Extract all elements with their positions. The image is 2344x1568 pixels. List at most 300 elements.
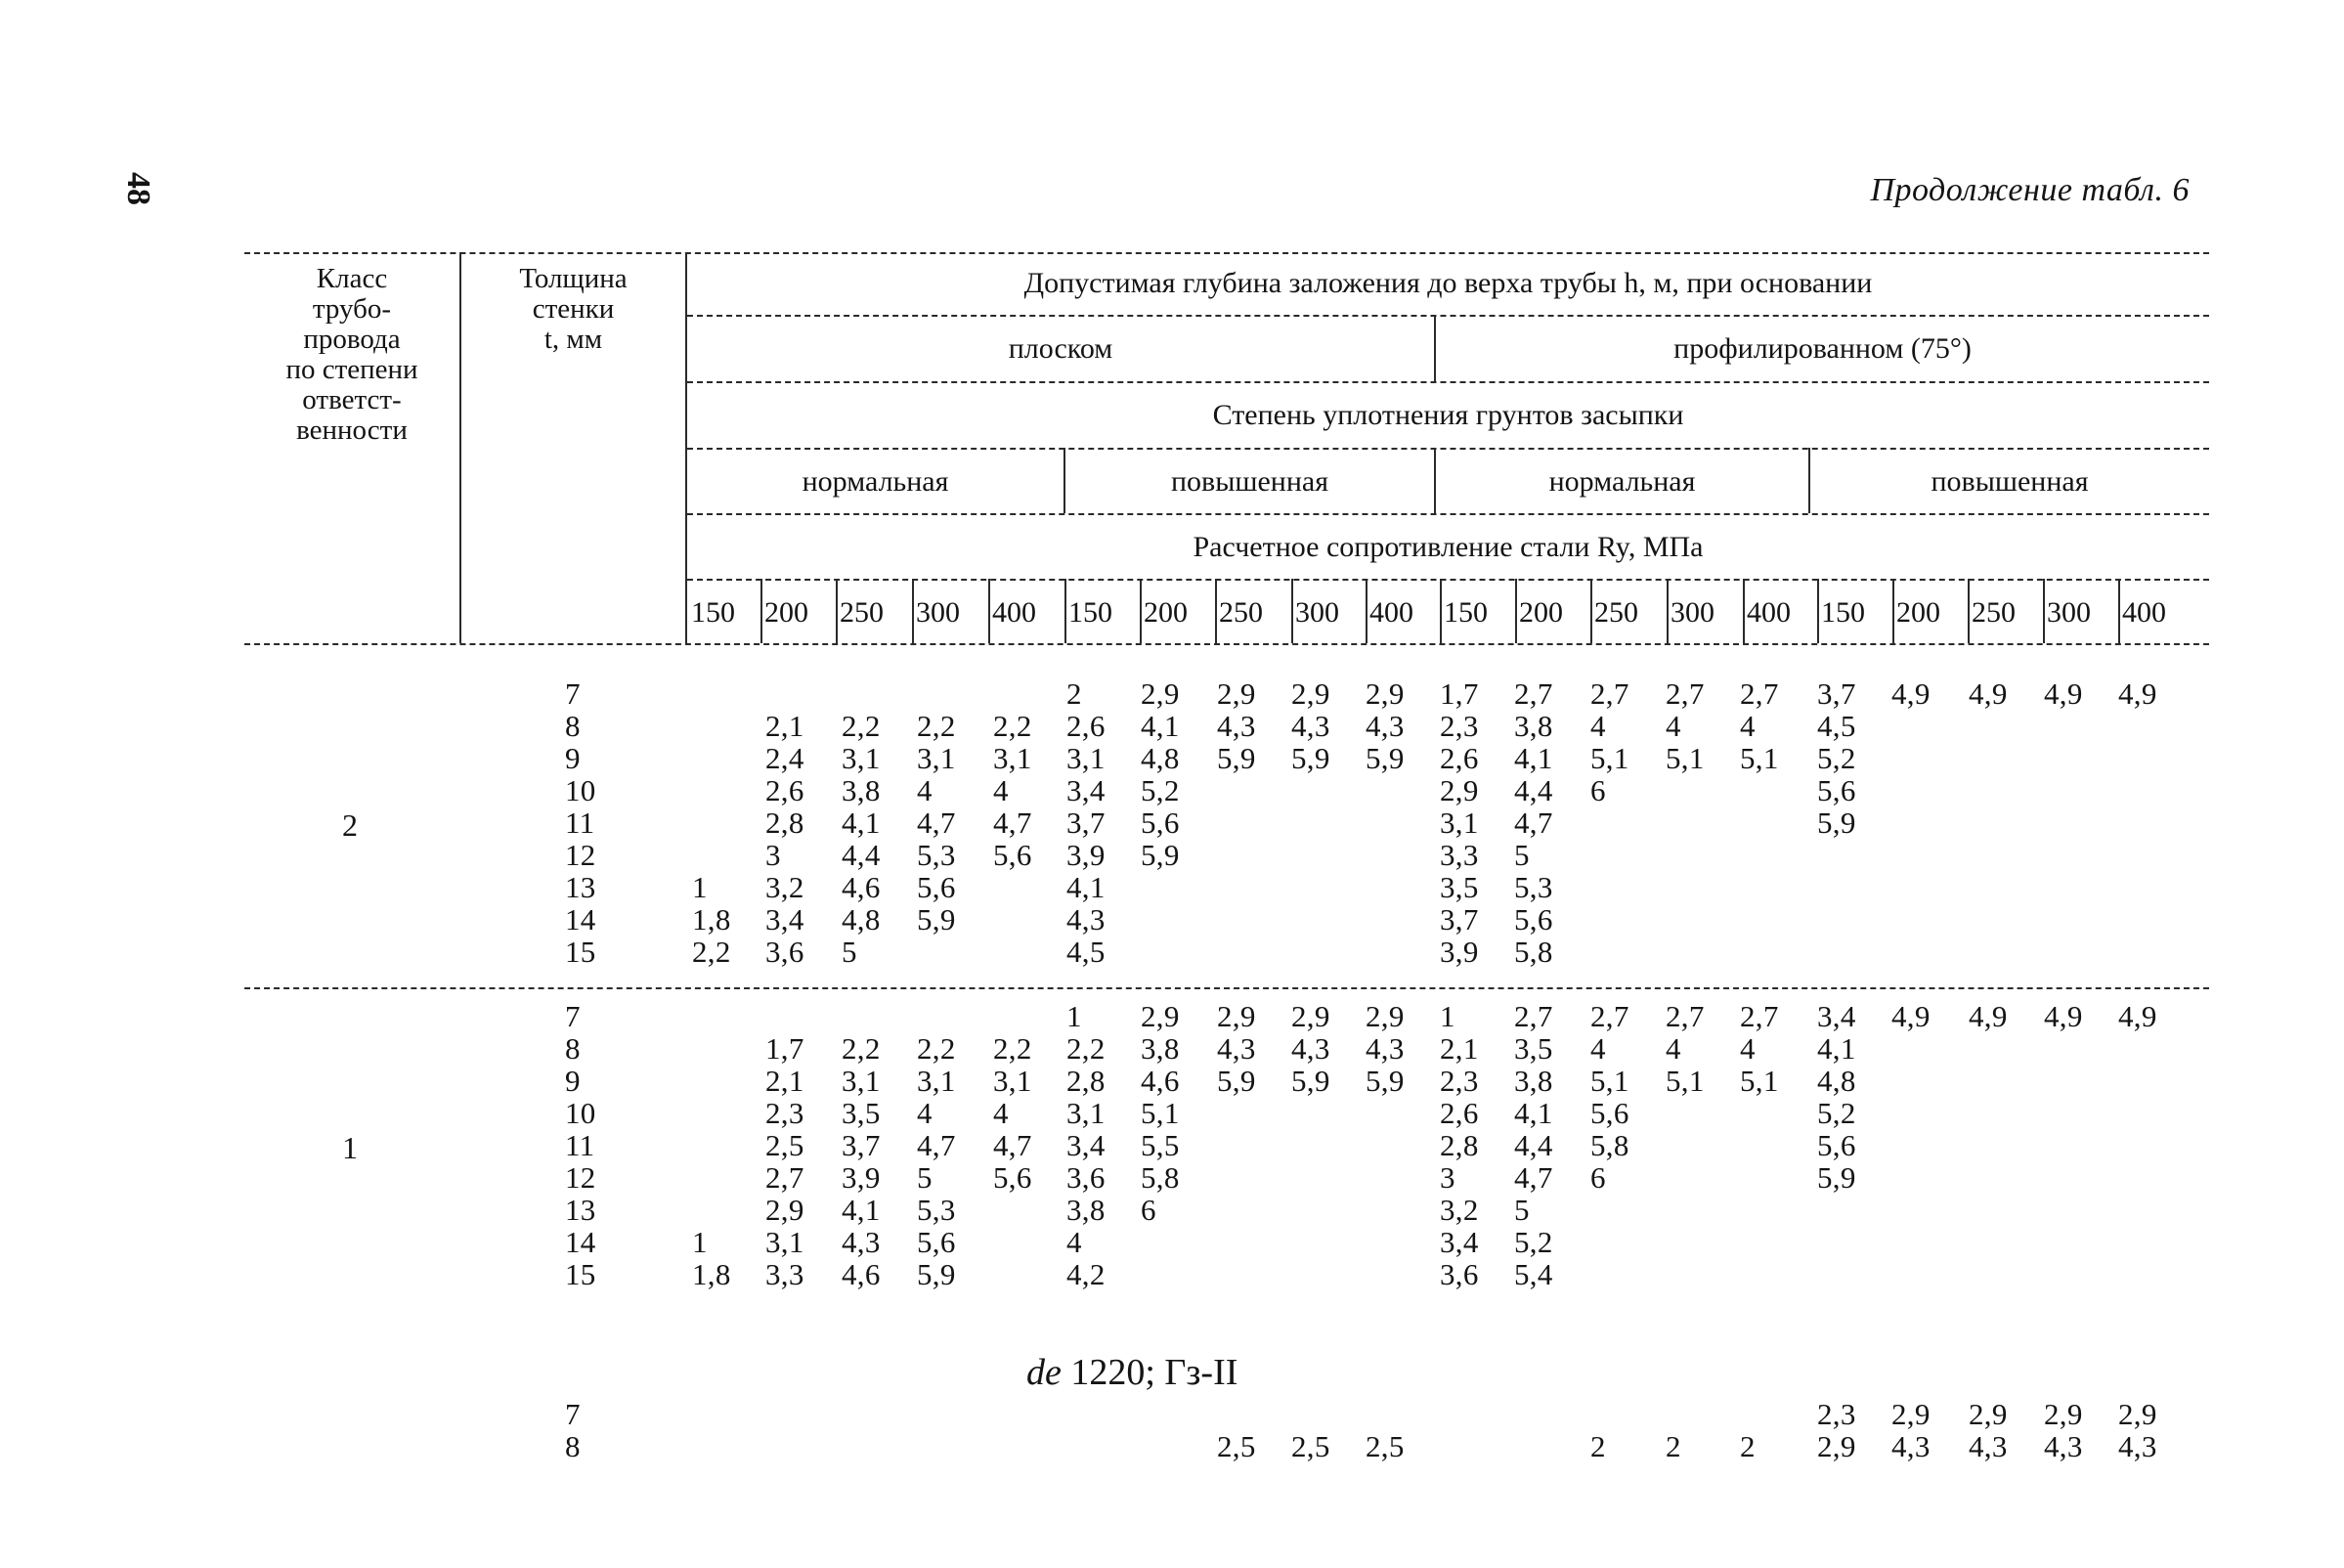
rule-resistance-bottom bbox=[687, 579, 2209, 581]
value-cell: 2,7 bbox=[1514, 676, 1553, 711]
header-resistance-value: 400 bbox=[2122, 596, 2166, 629]
value-cell bbox=[1740, 1258, 1779, 1290]
value-cell: 2,7 bbox=[1514, 999, 1553, 1033]
value-cell: 1,8 bbox=[692, 1257, 731, 1291]
value-cell: 2,9 bbox=[1217, 676, 1256, 711]
value-cell bbox=[993, 677, 1032, 710]
value-cell bbox=[1217, 1161, 1256, 1194]
value-cell bbox=[1217, 774, 1256, 806]
value-cell: 4,4 bbox=[1514, 773, 1553, 807]
value-cell bbox=[1366, 839, 1405, 871]
value-cell bbox=[2044, 936, 2083, 968]
value-cell bbox=[1291, 871, 1330, 903]
vline-thickness-values bbox=[685, 252, 687, 643]
value-cell: 2 bbox=[1666, 1429, 1681, 1463]
value-cell: 4,3 bbox=[1217, 1031, 1256, 1066]
value-cell bbox=[1291, 1226, 1330, 1258]
value-cell: 2,9 bbox=[1366, 676, 1405, 711]
value-cell: 5,9 bbox=[1817, 806, 1856, 840]
value-cell: 5,1 bbox=[1590, 741, 1629, 775]
value-cell bbox=[1666, 936, 1705, 968]
table-caption: Продолжение табл. 6 bbox=[1870, 172, 2190, 208]
value-cell: 5,9 bbox=[1217, 741, 1256, 775]
header-resistance-value: 300 bbox=[1295, 596, 1339, 629]
value-cell: 2,8 bbox=[765, 806, 804, 840]
thickness-cell: 9 bbox=[565, 741, 581, 775]
value-cell bbox=[2044, 1097, 2083, 1129]
value-cell bbox=[1217, 806, 1256, 839]
value-cell: 4,1 bbox=[1817, 1031, 1856, 1066]
value-cell: 2,2 bbox=[842, 709, 881, 743]
header-class-line: провода bbox=[303, 324, 401, 355]
value-cell: 4,3 bbox=[1969, 1429, 2008, 1463]
value-cell bbox=[1969, 1258, 2008, 1290]
value-cell bbox=[1366, 1097, 1405, 1129]
section-2-value-column bbox=[993, 1000, 1032, 1290]
vline-resistance-10 bbox=[1440, 579, 1442, 643]
section-2-value-column bbox=[1590, 1000, 1629, 1290]
value-cell: 5 bbox=[1514, 838, 1530, 872]
value-cell bbox=[1291, 774, 1330, 806]
section-divider bbox=[244, 987, 2209, 989]
header-class-line: ответст- bbox=[302, 384, 402, 415]
value-cell: 3,4 bbox=[1817, 999, 1856, 1033]
header-resistance-value: 400 bbox=[1369, 596, 1413, 629]
pipe-subheading bbox=[1026, 1351, 1237, 1394]
value-cell: 2,9 bbox=[1440, 773, 1479, 807]
header-resistance-value: 250 bbox=[1972, 596, 2016, 629]
value-cell bbox=[1590, 806, 1629, 839]
value-cell: 5,1 bbox=[1141, 1096, 1180, 1130]
value-cell bbox=[1141, 1226, 1180, 1258]
value-cell: 4 bbox=[1590, 1031, 1606, 1066]
value-cell: 2,3 bbox=[1440, 709, 1479, 743]
value-cell bbox=[1291, 806, 1330, 839]
section-2-value-column bbox=[917, 1000, 956, 1290]
value-cell bbox=[1141, 903, 1180, 936]
header-resistance-value: 400 bbox=[1747, 596, 1791, 629]
value-cell: 5,9 bbox=[917, 902, 956, 936]
value-cell: 2,9 bbox=[1969, 1397, 2008, 1431]
value-cell bbox=[1666, 774, 1705, 806]
value-cell: 2,6 bbox=[1440, 1096, 1479, 1130]
value-cell: 4,9 bbox=[1891, 676, 1931, 711]
value-cell: 2,7 bbox=[1740, 676, 1779, 711]
value-cell bbox=[1666, 806, 1705, 839]
section-2-value-column bbox=[1740, 1000, 1779, 1290]
value-cell: 1 bbox=[692, 1225, 708, 1259]
value-cell: 5,2 bbox=[1817, 741, 1856, 775]
thickness-cell: 8 bbox=[565, 1031, 581, 1066]
value-cell: 2,7 bbox=[1666, 676, 1705, 711]
value-cell: 2,5 bbox=[1217, 1429, 1256, 1463]
value-cell: 2,6 bbox=[765, 773, 804, 807]
value-cell bbox=[1366, 936, 1405, 968]
value-cell: 2,4 bbox=[765, 741, 804, 775]
vline-resistance-5 bbox=[1064, 579, 1066, 643]
value-cell: 5,8 bbox=[1590, 1128, 1629, 1162]
vline-resistance-18 bbox=[2043, 579, 2045, 643]
class-label: 1 bbox=[342, 1130, 358, 1165]
value-cell bbox=[1666, 1226, 1705, 1258]
value-cell: 3,8 bbox=[1514, 709, 1553, 743]
value-cell: 5,9 bbox=[917, 1257, 956, 1291]
value-cell bbox=[692, 1129, 731, 1161]
value-cell: 3,5 bbox=[842, 1096, 881, 1130]
value-cell: 4,6 bbox=[1141, 1064, 1180, 1098]
section-3-value-column bbox=[1666, 1398, 1681, 1462]
value-cell bbox=[1817, 936, 1856, 968]
section-3-value-column bbox=[1590, 1398, 1606, 1462]
value-cell: 3,9 bbox=[1066, 838, 1106, 872]
header-resistance-value: 200 bbox=[764, 596, 808, 629]
value-cell: 5,9 bbox=[1366, 741, 1405, 775]
section-2-value-column bbox=[1217, 1000, 1256, 1290]
value-cell bbox=[692, 839, 731, 871]
value-cell bbox=[1366, 1398, 1405, 1430]
value-cell bbox=[2118, 1097, 2157, 1129]
value-cell: 1,7 bbox=[1440, 676, 1479, 711]
value-cell: 1,7 bbox=[765, 1031, 804, 1066]
value-cell: 2,3 bbox=[1817, 1397, 1856, 1431]
thickness-cell: 8 bbox=[565, 709, 581, 743]
value-cell: 4,3 bbox=[2044, 1429, 2083, 1463]
value-cell: 3,3 bbox=[1440, 838, 1479, 872]
value-cell bbox=[842, 677, 881, 710]
vline-resistance-2 bbox=[836, 579, 838, 643]
value-cell: 3,8 bbox=[1514, 1064, 1553, 1098]
section-2-value-column bbox=[1440, 1000, 1479, 1290]
value-cell bbox=[1969, 871, 2008, 903]
value-cell: 6 bbox=[1590, 773, 1606, 807]
value-cell: 4,5 bbox=[1066, 935, 1106, 969]
value-cell: 3,1 bbox=[842, 1064, 881, 1098]
value-cell bbox=[1366, 903, 1405, 936]
value-cell bbox=[1291, 1194, 1330, 1226]
value-cell bbox=[1891, 1065, 1931, 1097]
value-cell: 3,1 bbox=[1066, 741, 1106, 775]
value-cell: 5,5 bbox=[1141, 1128, 1180, 1162]
value-cell: 2,2 bbox=[993, 709, 1032, 743]
value-cell: 4,3 bbox=[1891, 1429, 1931, 1463]
value-cell: 2,5 bbox=[1291, 1429, 1330, 1463]
value-cell: 5,1 bbox=[1740, 741, 1779, 775]
value-cell: 5,3 bbox=[917, 838, 956, 872]
section-2-value-column bbox=[1066, 1000, 1106, 1290]
value-cell bbox=[1217, 903, 1256, 936]
value-cell: 5,1 bbox=[1666, 741, 1705, 775]
vline-resistance-8 bbox=[1291, 579, 1293, 643]
section-2-value-column bbox=[1969, 1000, 2008, 1290]
value-cell: 4,3 bbox=[1366, 709, 1405, 743]
section-1-thickness-column bbox=[565, 677, 596, 968]
section-3-value-column bbox=[2044, 1398, 2083, 1462]
value-cell bbox=[1366, 806, 1405, 839]
value-cell bbox=[1969, 1194, 2008, 1226]
header-resistance-value: 200 bbox=[1519, 596, 1563, 629]
value-cell: 3,7 bbox=[1440, 902, 1479, 936]
value-cell: 4 bbox=[1666, 1031, 1681, 1066]
value-cell bbox=[993, 936, 1032, 968]
value-cell bbox=[1366, 1258, 1405, 1290]
value-cell: 5,8 bbox=[1514, 935, 1553, 969]
value-cell: 4 bbox=[1666, 709, 1681, 743]
section-3-value-column bbox=[2118, 1398, 2157, 1462]
value-cell: 3,1 bbox=[917, 1064, 956, 1098]
value-cell: 4,6 bbox=[842, 1257, 881, 1291]
vline-resistance-16 bbox=[1892, 579, 1894, 643]
value-cell bbox=[993, 1258, 1032, 1290]
thickness-cell: 10 bbox=[565, 773, 596, 807]
value-cell: 4,9 bbox=[2118, 999, 2157, 1033]
value-cell: 3,1 bbox=[1066, 1096, 1106, 1130]
value-cell: 4,8 bbox=[1141, 741, 1180, 775]
value-cell bbox=[692, 774, 731, 806]
header-class-line: венности bbox=[296, 414, 408, 446]
value-cell bbox=[1291, 936, 1330, 968]
section-1-value-column bbox=[842, 677, 881, 968]
value-cell bbox=[1590, 903, 1629, 936]
value-cell: 2,9 bbox=[1141, 676, 1180, 711]
value-cell bbox=[1740, 774, 1779, 806]
value-cell: 5,2 bbox=[1514, 1225, 1553, 1259]
value-cell bbox=[2044, 1129, 2083, 1161]
value-cell: 4,1 bbox=[842, 806, 881, 840]
value-cell: 2,2 bbox=[842, 1031, 881, 1066]
value-cell bbox=[1740, 839, 1779, 871]
value-cell: 2,9 bbox=[2044, 1397, 2083, 1431]
value-cell bbox=[1740, 903, 1779, 936]
value-cell: 3,9 bbox=[1440, 935, 1479, 969]
header-resistance-value: 400 bbox=[992, 596, 1036, 629]
value-cell: 4,2 bbox=[1066, 1257, 1106, 1291]
value-cell: 5,3 bbox=[1514, 870, 1553, 904]
value-cell: 2,2 bbox=[692, 935, 731, 969]
section-2-thickness-column bbox=[565, 1000, 596, 1290]
section-3-value-column bbox=[1817, 1398, 1856, 1462]
value-cell: 2,9 bbox=[2118, 1397, 2157, 1431]
value-cell bbox=[1366, 1226, 1405, 1258]
value-cell bbox=[2118, 806, 2157, 839]
header-compaction-2: повышенная bbox=[1170, 465, 1328, 498]
value-cell: 4,7 bbox=[917, 1128, 956, 1162]
value-cell: 2,7 bbox=[1740, 999, 1779, 1033]
value-cell bbox=[1217, 1129, 1256, 1161]
vline-resistance-9 bbox=[1366, 579, 1367, 643]
value-cell bbox=[2118, 1032, 2157, 1065]
value-cell bbox=[1366, 774, 1405, 806]
section-1-value-column bbox=[1590, 677, 1629, 968]
value-cell: 4 bbox=[993, 1096, 1009, 1130]
value-cell bbox=[2118, 710, 2157, 742]
value-cell bbox=[1891, 1161, 1931, 1194]
header-class-line: по степени bbox=[285, 354, 418, 385]
header-thickness-line: Толщина bbox=[519, 263, 628, 294]
value-cell: 6 bbox=[1141, 1193, 1156, 1227]
subheading-rest: 1220; Гз-II bbox=[1070, 1352, 1238, 1393]
rule-base-bottom bbox=[687, 381, 2209, 383]
value-cell bbox=[1969, 710, 2008, 742]
value-cell bbox=[1666, 1129, 1705, 1161]
value-cell: 2,1 bbox=[765, 1064, 804, 1098]
section-3-value-column bbox=[1891, 1398, 1931, 1462]
value-cell: 5,4 bbox=[1514, 1257, 1553, 1291]
value-cell: 4,8 bbox=[1817, 1064, 1856, 1098]
thickness-cell: 8 bbox=[565, 1429, 581, 1463]
value-cell bbox=[2118, 1194, 2157, 1226]
header-resistance-value: 150 bbox=[1068, 596, 1112, 629]
section-1-value-column bbox=[1440, 677, 1479, 968]
value-cell: 1 bbox=[692, 870, 708, 904]
section-2-value-column bbox=[1666, 1000, 1705, 1290]
value-cell bbox=[1969, 1161, 2008, 1194]
value-cell: 4,6 bbox=[842, 870, 881, 904]
value-cell: 5,3 bbox=[917, 1193, 956, 1227]
header-base-profiled: профилированном (75°) bbox=[1673, 332, 1972, 365]
value-cell bbox=[692, 1000, 731, 1032]
value-cell bbox=[1217, 1194, 1256, 1226]
value-cell bbox=[1969, 839, 2008, 871]
value-cell bbox=[1291, 1398, 1330, 1430]
value-cell: 3,2 bbox=[1440, 1193, 1479, 1227]
value-cell: 3,1 bbox=[917, 741, 956, 775]
value-cell bbox=[1666, 1161, 1705, 1194]
value-cell bbox=[1891, 1032, 1931, 1065]
header-resistance-value: 200 bbox=[1896, 596, 1940, 629]
value-cell: 5,6 bbox=[1141, 806, 1180, 840]
value-cell bbox=[765, 677, 804, 710]
section-2-value-column bbox=[2118, 1000, 2157, 1290]
value-cell bbox=[1217, 1398, 1256, 1430]
value-cell bbox=[1366, 871, 1405, 903]
value-cell: 4,3 bbox=[2118, 1429, 2157, 1463]
thickness-cell: 13 bbox=[565, 1193, 596, 1227]
value-cell bbox=[1740, 1398, 1756, 1430]
value-cell: 2,2 bbox=[993, 1031, 1032, 1066]
value-cell bbox=[1891, 839, 1931, 871]
value-cell bbox=[2118, 774, 2157, 806]
thickness-cell: 7 bbox=[565, 999, 581, 1033]
value-cell bbox=[1590, 1226, 1629, 1258]
header-resistance-value: 200 bbox=[1144, 596, 1188, 629]
value-cell: 3,7 bbox=[842, 1128, 881, 1162]
value-cell bbox=[1969, 806, 2008, 839]
value-cell bbox=[1590, 1398, 1606, 1430]
value-cell: 4,1 bbox=[1514, 1096, 1553, 1130]
section-1-value-column bbox=[1217, 677, 1256, 968]
value-cell bbox=[1891, 774, 1931, 806]
value-cell: 3,4 bbox=[1066, 773, 1106, 807]
value-cell bbox=[2118, 1258, 2157, 1290]
value-cell bbox=[1666, 1398, 1681, 1430]
value-cell: 5,9 bbox=[1366, 1064, 1405, 1098]
value-cell bbox=[1366, 1129, 1405, 1161]
header-resistance-value: 250 bbox=[1594, 596, 1638, 629]
value-cell: 2 bbox=[1066, 676, 1082, 711]
value-cell: 2,7 bbox=[1666, 999, 1705, 1033]
value-cell bbox=[1891, 742, 1931, 774]
header-class-line: трубо- bbox=[312, 293, 392, 325]
value-cell: 2,9 bbox=[765, 1193, 804, 1227]
vline-resistance-4 bbox=[988, 579, 990, 643]
value-cell bbox=[2044, 710, 2083, 742]
section-2-value-column bbox=[692, 1000, 731, 1290]
value-cell bbox=[1291, 1097, 1330, 1129]
value-cell: 3,2 bbox=[765, 870, 804, 904]
value-cell: 3 bbox=[765, 838, 781, 872]
vline-resistance-19 bbox=[2118, 579, 2120, 643]
value-cell: 4 bbox=[1740, 709, 1756, 743]
header-resistance-value: 300 bbox=[1671, 596, 1715, 629]
value-cell bbox=[1817, 1258, 1856, 1290]
rule-compaction-bottom bbox=[687, 448, 2209, 450]
value-cell: 4,3 bbox=[1366, 1031, 1405, 1066]
value-cell: 4,1 bbox=[842, 1193, 881, 1227]
value-cell bbox=[2044, 1226, 2083, 1258]
value-cell bbox=[2044, 742, 2083, 774]
value-cell bbox=[1817, 871, 1856, 903]
value-cell: 2,9 bbox=[1891, 1397, 1931, 1431]
value-cell: 2,6 bbox=[1066, 709, 1106, 743]
section-1-value-column bbox=[765, 677, 804, 968]
value-cell: 2,9 bbox=[1817, 1429, 1856, 1463]
value-cell bbox=[692, 710, 731, 742]
value-cell: 2,9 bbox=[1291, 676, 1330, 711]
section-1-value-column bbox=[1514, 677, 1553, 968]
section-2-value-column bbox=[1141, 1000, 1180, 1290]
value-cell: 3,1 bbox=[993, 741, 1032, 775]
value-cell: 2,7 bbox=[765, 1160, 804, 1195]
value-cell: 2,1 bbox=[765, 709, 804, 743]
thickness-cell: 12 bbox=[565, 838, 596, 872]
value-cell bbox=[692, 1161, 731, 1194]
value-cell bbox=[1817, 839, 1856, 871]
value-cell: 5,6 bbox=[1590, 1096, 1629, 1130]
value-cell bbox=[2118, 839, 2157, 871]
value-cell: 2,5 bbox=[765, 1128, 804, 1162]
value-cell: 3,1 bbox=[842, 741, 881, 775]
value-cell: 1 bbox=[1440, 999, 1455, 1033]
value-cell bbox=[1891, 1097, 1931, 1129]
thickness-cell: 12 bbox=[565, 1160, 596, 1195]
value-cell bbox=[917, 936, 956, 968]
vline-resistance-13 bbox=[1667, 579, 1669, 643]
vline-resistance-3 bbox=[912, 579, 914, 643]
value-cell: 2,9 bbox=[1141, 999, 1180, 1033]
value-cell: 4,9 bbox=[2118, 676, 2157, 711]
value-cell: 3,4 bbox=[1066, 1128, 1106, 1162]
value-cell: 4,3 bbox=[842, 1225, 881, 1259]
value-cell bbox=[1891, 1129, 1931, 1161]
value-cell bbox=[1141, 871, 1180, 903]
value-cell: 3,7 bbox=[1066, 806, 1106, 840]
section-1-value-column bbox=[1666, 677, 1705, 968]
value-cell: 5 bbox=[917, 1160, 933, 1195]
value-cell bbox=[1291, 839, 1330, 871]
value-cell bbox=[2118, 871, 2157, 903]
value-cell: 5,1 bbox=[1740, 1064, 1779, 1098]
value-cell: 2,1 bbox=[1440, 1031, 1479, 1066]
header-class-line: Класс bbox=[316, 263, 388, 294]
value-cell bbox=[1740, 936, 1779, 968]
value-cell: 2,3 bbox=[765, 1096, 804, 1130]
value-cell bbox=[2118, 936, 2157, 968]
value-cell bbox=[1740, 871, 1779, 903]
value-cell bbox=[1666, 1194, 1705, 1226]
value-cell: 2 bbox=[1740, 1429, 1756, 1463]
value-cell: 4 bbox=[993, 773, 1009, 807]
value-cell: 3,4 bbox=[765, 902, 804, 936]
